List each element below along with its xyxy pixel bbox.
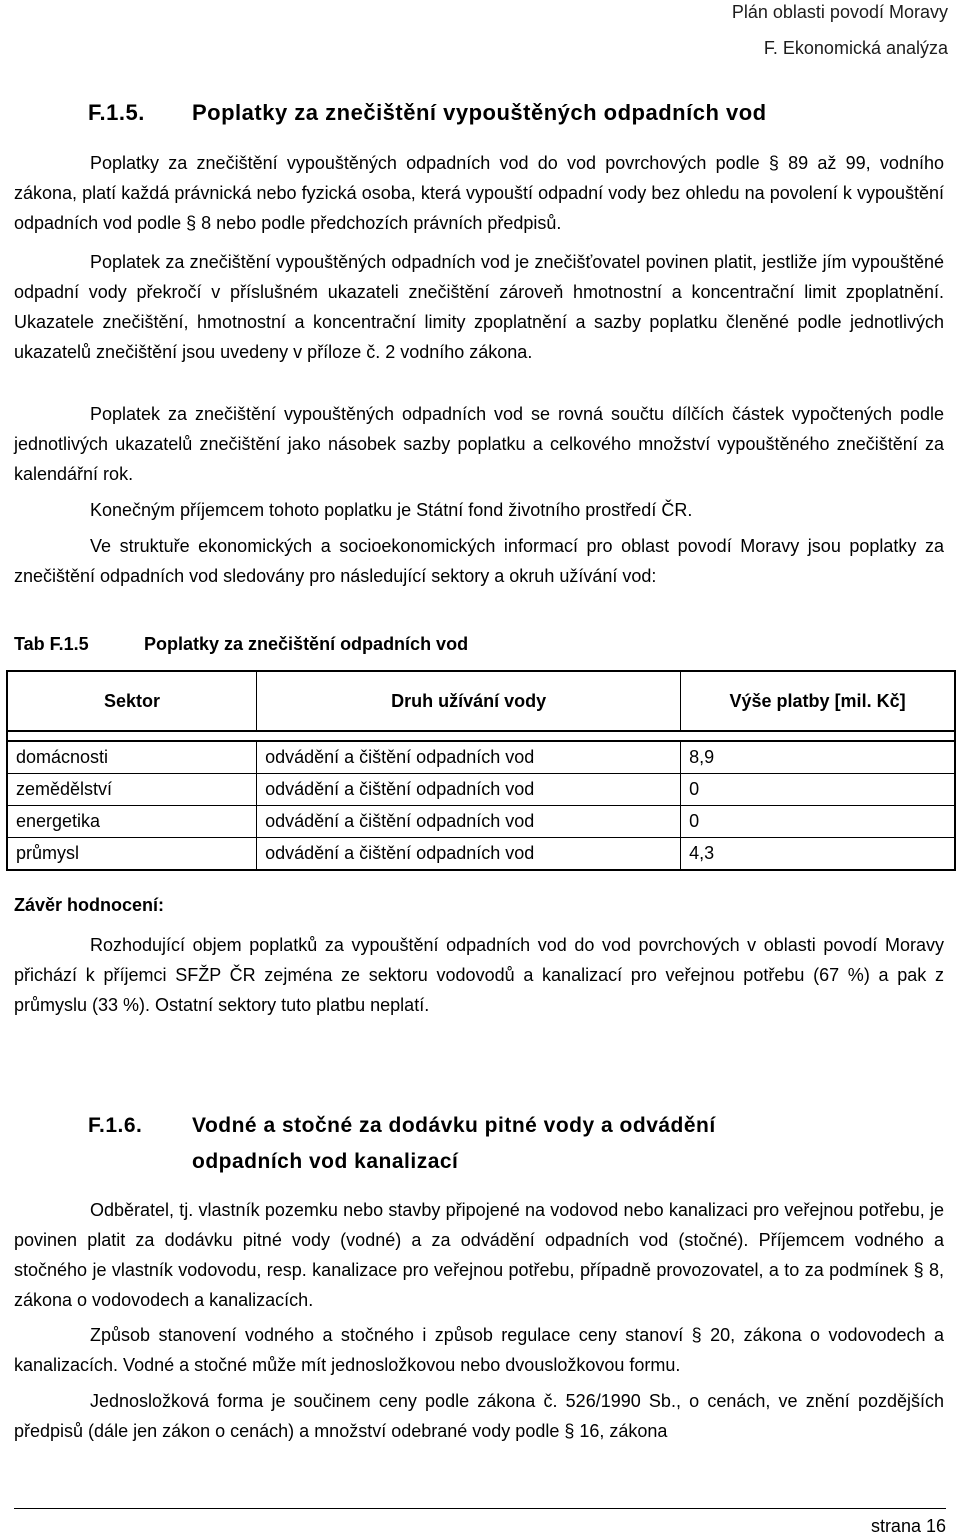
conclusion-paragraph: Rozhodující objem poplatků za vypouštění odpadních vod do vod povrchových v oblasti povodí Moravy přichází k příjemci SFŽP ČR zejména ze sektoru vodovodů a kanalizací pro veřejnou potřebu (67 %) a pak z průmyslu (33 %). Ostatní sektory tuto platbu neplatí. [14,935,944,1015]
paragraph: Poplatek za znečištění vypouštěných odpadních vod je znečišťovatel povinen platit, jestliže jím vypouštěné odpadní vody překročí v příslušném ukazateli znečištění zároveň hmotnostní a koncentrační limit zpoplatnění. Ukazatele znečištění, hmotnostní a koncentrační limity zpoplatnění a sazby poplatku členěné podle jednotlivých ukazatelů znečištění jsou uvedeny v příloze č. 2 vodního zákona. [14,252,944,362]
cell-use: odvádění a čištění odpadních vod [257,838,681,871]
header-chapter: F. Ekonomická analýza [763,38,948,58]
fees-table [6,670,956,871]
paragraph: Poplatek za znečištění vypouštěných odpadních vod se rovná součtu dílčích částek vypočtených podle jednotlivých ukazatelů znečištění jako násobek sazby poplatku a celkového množství vypouštěného znečištění za kalendářní rok. [14,404,944,484]
section-title: Vodné a stočné za dodávku pitné vody a odvádění [192,1114,716,1137]
paragraph: Poplatky za znečištění vypouštěných odpadních vod do vod povrchových podle § 89 až 99, vodního zákona, platí každá právnická nebo fyzická osoba, která vypouští odpadní vody bez ohledu na povolení k vypouštění odpadních vod podle § 8 nebo podle předchozích právních předpisů. [14,153,944,233]
table-row [7,838,955,871]
footer-rule [14,1508,946,1509]
column-header: Výše platby [mil. Kč] [681,671,955,731]
paragraph: Odběratel, tj. vlastník pozemku nebo stavby připojené na vodovod nebo kanalizaci pro veřejnou potřebu, je povinen platit za dodávku pitné vody (vodné) a za odvádění odpadních vod (stočné). Příjemcem vodného a stočného je vlastník vodovodu, resp. kanalizace pro veřejnou potřebu, případně provozovatel, a to za podmínek § 8, zákona o vodovodech a kanalizacích. [14,1200,944,1310]
header-doc-title: Plán oblasti povodí Moravy [731,2,948,22]
cell-amount: 0 [681,774,955,806]
column-header: Druh užívání vody [257,671,681,731]
table-caption [14,634,468,655]
paragraph: Způsob stanovení vodného a stočného i způsob regulace ceny stanoví § 20, zákona o vodovodech a kanalizacích. Vodné a stočné může mít jednosložkovou nebo dvousložkovou formu. [14,1325,944,1375]
table-row [7,806,955,838]
cell-amount: 8,9 [681,741,955,774]
cell-amount: 0 [681,806,955,838]
cell-sector: zemědělství [7,774,257,806]
table-header-row [7,671,955,731]
section-title-cont: odpadních vod kanalizací [192,1150,459,1173]
cell-sector: domácnosti [7,741,257,774]
page-number: strana 16 [870,1516,946,1536]
paragraph: Ve struktuře ekonomických a socioekonomických informací pro oblast povodí Moravy jsou poplatky za znečištění odpadních vod sledovány pro následující sektory a okruh užívání vod: [14,536,944,586]
table-label: Tab F.1.5 [14,634,89,654]
cell-use: odvádění a čištění odpadních vod [257,741,681,774]
cell-use: odvádění a čištění odpadních vod [257,774,681,806]
section-heading-f16 [88,1108,716,1180]
table-row [7,741,955,774]
section-heading-f15 [88,100,767,126]
table-title: Poplatky za znečištění odpadních vod [144,634,469,654]
cell-sector: energetika [7,806,257,838]
paragraph: Jednosložková forma je součinem ceny podle zákona č. 526/1990 Sb., o cenách, ve znění pozdějších předpisů (dále jen zákon o cenách) a množství odebrané vody podle § 16, zákona [14,1391,944,1441]
column-header: Sektor [7,671,257,731]
section-title: Poplatky za znečištění vypouštěných odpadních vod [192,100,767,125]
cell-sector: průmysl [7,838,257,871]
table-row [7,774,955,806]
section-number: F.1.6. [88,1114,143,1137]
cell-amount: 4,3 [681,838,955,871]
conclusion-heading: Závěr hodnocení: [14,895,165,915]
paragraph: Konečným příjemcem tohoto poplatku je Státní fond životního prostředí ČR. [90,500,693,520]
section-number: F.1.5. [88,100,145,125]
cell-use: odvádění a čištění odpadních vod [257,806,681,838]
